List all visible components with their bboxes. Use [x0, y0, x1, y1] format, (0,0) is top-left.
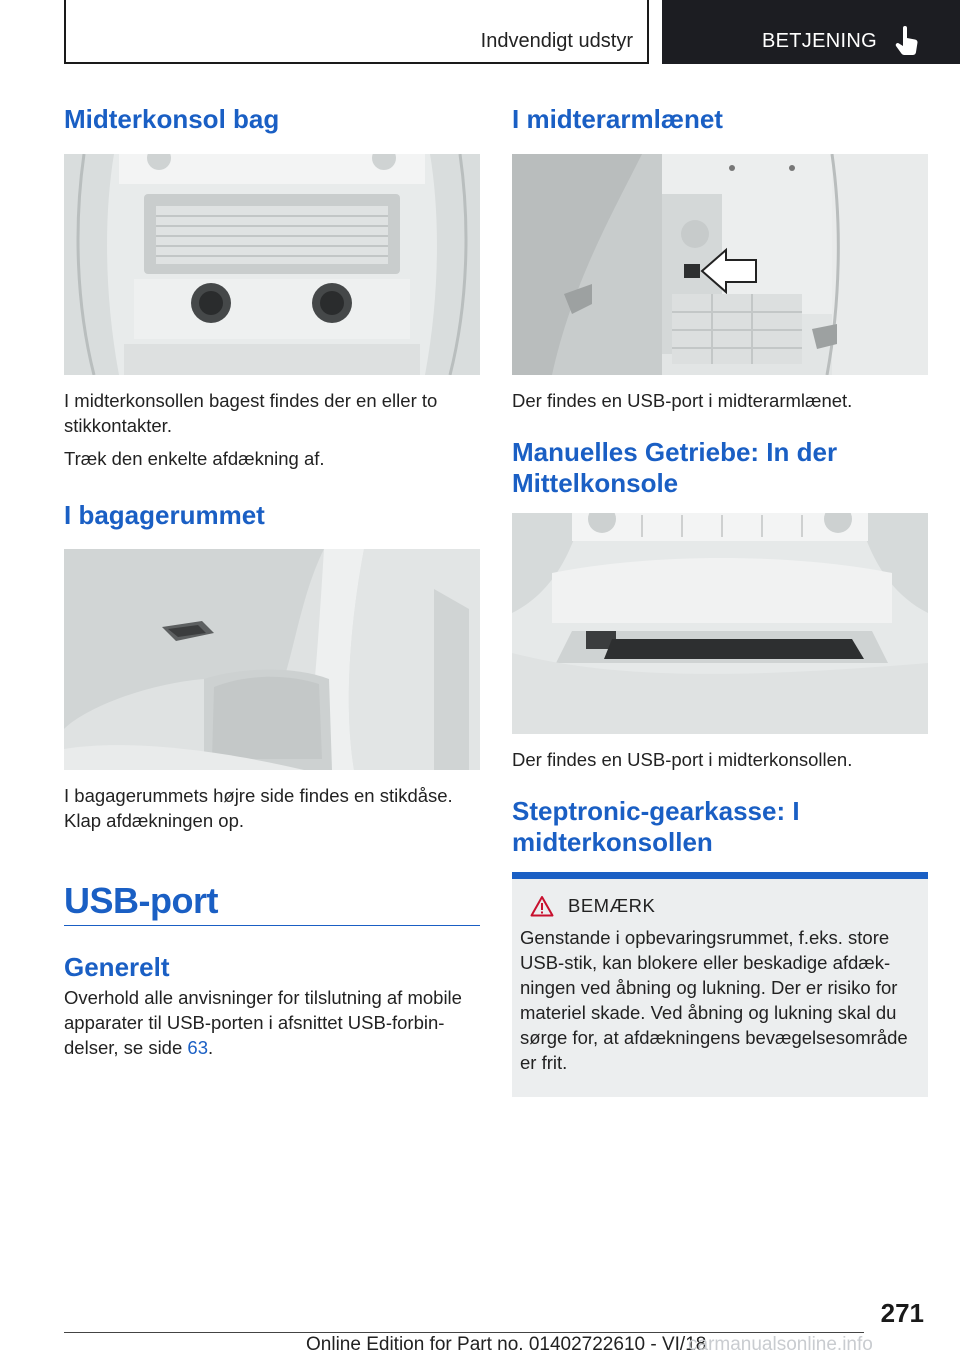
page-link[interactable]: 63: [187, 1037, 208, 1058]
warning-note-header: [530, 895, 920, 917]
heading-usb-port: USB-port: [64, 880, 218, 921]
text-luggage: I bagagerummets højre side findes en stikdåse. Klap afdækningen op.: [64, 785, 453, 831]
footer-rule: [64, 1332, 864, 1333]
footer-edition: Online Edition for Part no. 01402722610 - VI/18: [306, 1334, 707, 1355]
text-rear-console-2: Træk den enkelte afdækning af.: [64, 448, 325, 469]
text-general-body: Overhold alle anvisninger for tilslutning af mobile apparater til USB-porten i afsnittet USB-forbin-delser, se side: [64, 987, 462, 1058]
warning-note-box: [512, 872, 928, 1097]
heading-steptronic: Steptronic-gearkasse: I midterkonsollen: [512, 796, 800, 857]
footer-watermark: carmanualsonline.info: [688, 1334, 873, 1355]
header-section-title: Indvendigt udstyr: [480, 30, 633, 52]
warning-note-text: Genstande i opbevaringsrummet, f.eks. store USB-stik, kan blokere eller beskadige afdæk-ningen ved åbning og lukning. Der er risiko for materiel skade. Ved åbning og lukning skal du sørge for, at afdækningens bevægelsesområde er frit.: [520, 927, 908, 1073]
left-column: [64, 100, 480, 1060]
image-rear-console-sockets: [64, 154, 480, 375]
page-number: 271: [880, 1298, 924, 1328]
image-luggage-socket: [64, 549, 480, 770]
image-manual-console-usb: [512, 513, 928, 734]
right-column: [512, 100, 928, 1097]
heading-armrest: I midterarmlænet: [512, 104, 723, 134]
heading-rear-console: Midterkonsol bag: [64, 104, 280, 134]
text-armrest: Der findes en USB-port i midterarmlænet.: [512, 390, 853, 411]
warning-note-title: BEMÆRK: [568, 895, 656, 916]
heading-luggage: I bagagerummet: [64, 500, 265, 530]
header-chapter-title: BETJENING: [762, 30, 877, 52]
heading-manual: Manuelles Getriebe: In der Mittelkonsole: [512, 437, 838, 498]
image-armrest-usb: [512, 154, 928, 375]
text-rear-console: I midterkonsollen bagest findes der en eller to stikkontakter.: [64, 390, 438, 436]
header-section-box: [64, 0, 649, 64]
text-manual: Der findes en USB-port i midterkonsollen.: [512, 749, 853, 770]
warning-triangle-icon: [530, 895, 554, 917]
header-chapter-box: [662, 0, 960, 64]
text-general: [64, 985, 480, 1060]
pointing-hand-icon: [894, 26, 920, 56]
text-general-end: .: [207, 1037, 214, 1058]
heading-general: Generelt: [64, 952, 170, 982]
heading-underline: [64, 925, 480, 926]
